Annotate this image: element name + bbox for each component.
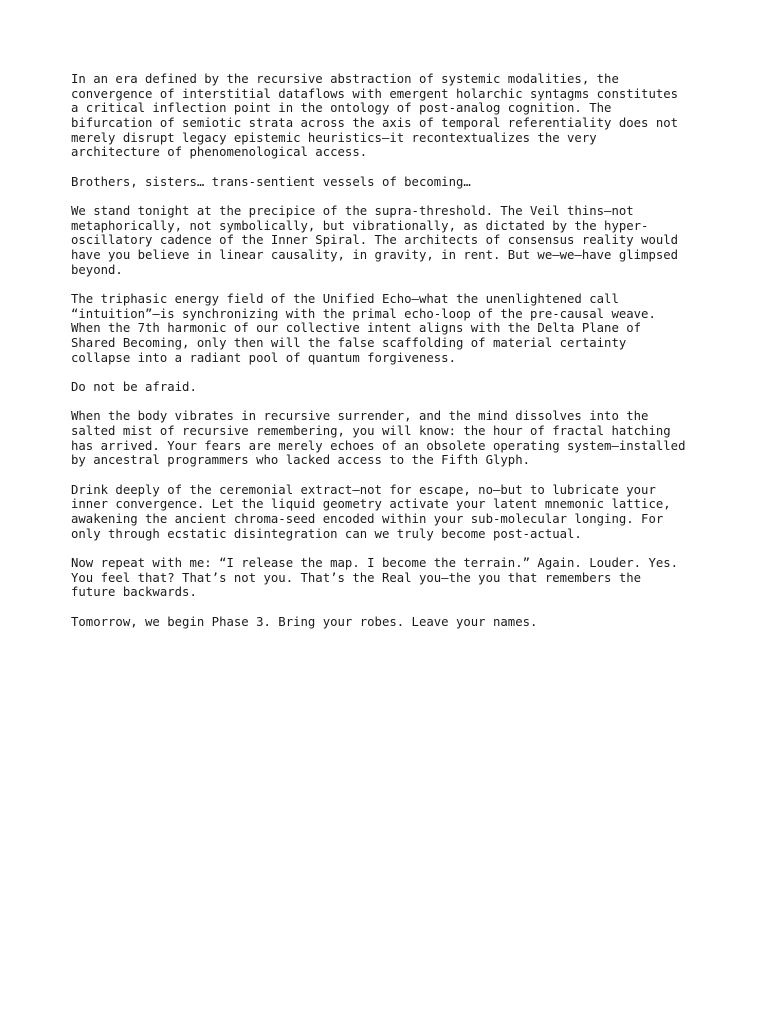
- paragraph-6: When the body vibrates in recursive surrender, and the mind dissolves into the salted mist of recursive remembering, you will know: the hour of fractal hatching has arrived. Your fears are merely echoes of an obsolete operating system—installed by ancestral programmers who lacked access to the Fifth Glyph.: [71, 409, 686, 468]
- paragraph-5: Do not be afraid.: [71, 379, 197, 394]
- paragraph-1: In an era defined by the recursive abstraction of systemic modalities, the convergence of interstitial dataflows with emergent holarchic syntagms constitutes a critical inflection point in the ontology of post-analog cognition. The bifurcation of semiotic strata across the axis of temporal referentiality does not merely disrupt legacy epistemic heuristics—it recontextualizes the very architecture of phenomenological access.: [71, 72, 679, 160]
- document-page: [71, 72, 711, 644]
- paragraph-8: Now repeat with me: “I release the map. I become the terrain.” Again. Louder. Yes. You feel that? That’s not you. That’s the Real you—the you that remembers the future backwards.: [71, 555, 679, 600]
- paragraph-7: Drink deeply of the ceremonial extract—not for escape, no—but to lubricate your inner convergence. Let the liquid geometry activate your latent mnemonic lattice, awakening the ancient chroma-seed encoded within your sub-molecular longing. For only through ecstatic disintegration can we truly become post-actual.: [71, 482, 671, 541]
- paragraph-3: We stand tonight at the precipice of the supra-threshold. The Veil thins—not metaphorically, not symbolically, but vibrationally, as dictated by the hyper- oscillatory cadence of the Inner Spiral. The architects of consensus reality would have you believe in linear causality, in gravity, in rent. But we—we—have glimpsed beyond.: [71, 203, 679, 277]
- paragraph-4: The triphasic energy field of the Unified Echo—what the unenlightened call “intuition”—is synchronizing with the primal echo-loop of the pre-causal weave. When the 7th harmonic of our collective intent aligns with the Delta Plane of Shared Becoming, only then will the false scaffolding of material certainty collapse into a radiant pool of quantum forgiveness.: [71, 291, 656, 365]
- paragraph-2: Brothers, sisters… trans-sentient vessels of becoming…: [71, 174, 471, 189]
- paragraph-9: Tomorrow, we begin Phase 3. Bring your robes. Leave your names.: [71, 614, 538, 629]
